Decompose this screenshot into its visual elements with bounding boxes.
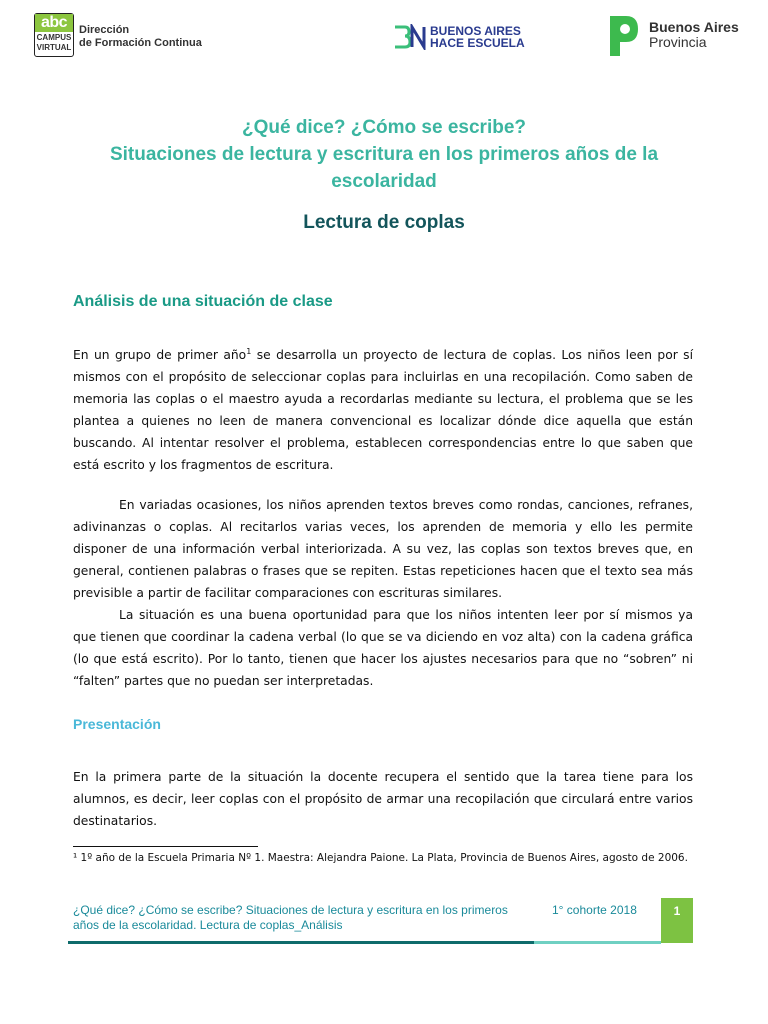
abc-logo-text: abc — [35, 14, 73, 32]
direccion-line2: de Formación Continua — [79, 37, 202, 49]
footnote: ¹ 1º año de la Escuela Primaria Nº 1. Maestra: Alejandra Paione. La Plata, Provincia de Buenos Aires, agosto de 2006. — [73, 852, 688, 864]
page-number: 1 — [661, 898, 693, 943]
footer-rule-dark — [68, 941, 534, 944]
abc-campus-logo — [34, 13, 74, 57]
paragraph-3: La situación es una buena oportunidad para que los niños intenten leer por sí mismos ya que tienen que coordinar la cadena verbal (lo que se va diciendo en voz alta) con la cadena gráfica (lo que está escrito). Por lo tanto, tienen que hacer los ajustes necesarios para que no “sobren” ni “falten” partes que no puedan ser interpretadas. — [73, 608, 693, 688]
presentacion-paragraph: En la primera parte de la situación la docente recupera el sentido que la tarea tiene para los alumnos, es decir, leer coplas con el propósito de armar una recopilación que circulará entre varios destinatarios. — [73, 770, 693, 828]
provincia-p-icon — [606, 14, 640, 58]
footer-rule-light — [534, 941, 661, 944]
buenos-aires-hace-escuela-logo — [393, 22, 525, 52]
campus-virtual-text: CAMPUS VIRTUAL — [36, 33, 72, 52]
footer-cohort: 1° cohorte 2018 — [552, 903, 637, 917]
footer-title: ¿Qué dice? ¿Cómo se escribe? Situaciones de lectura y escritura en los primeros años de la escolaridad. Lectura de coplas_Análisis — [73, 903, 508, 932]
subtitle: Lectura de coplas — [303, 212, 465, 233]
paragraph-2: En variadas ocasiones, los niños aprenden textos breves como rondas, canciones, refranes, adivinanzas o coplas. Al recitarlos varias veces, los aprenden de memoria y ello les permite disponer de una información verbal interiorizada. A su vez, las coplas son textos breves que, en general, contienen palabras o frases que se repiten. Estas repeticiones hacen que el texto sea más previsible a partir de facilitar comparaciones con escrituras similares. — [73, 498, 693, 600]
paragraph-1-start: En un grupo de primer año — [73, 348, 247, 363]
paragraph-1-rest: se desarrolla un proyecto de lectura de coplas. Los niños leen por sí mismos con el propósito de seleccionar coplas para incluirlas en una recopilación. Como saben de memoria las coplas o el maestro ayuda a recordarlas mediante su lectura, el problema que se les plantea a quienes no leen de manera convencional es localizar dónde dice aquella que están buscando. Al intentar resolver el problema, establecen correspondencias entre lo que saben que está escrito y los fragmentos de escritura. — [73, 348, 693, 473]
document-title-block — [60, 114, 708, 235]
section-heading: Análisis de una situación de clase — [73, 293, 333, 310]
bap-line1: Buenos Aires — [649, 19, 739, 35]
direccion-formacion-label — [79, 24, 202, 50]
presentacion-heading: Presentación — [73, 716, 161, 732]
paragraph-1 — [73, 341, 693, 476]
footnote-ref: 1 — [246, 347, 252, 356]
bahe-line2: HACE ESCUELA — [430, 36, 525, 50]
page-header — [0, 0, 768, 70]
footnote-divider — [73, 846, 258, 847]
bahe-line1: BUENOS AIRES — [430, 24, 521, 38]
title-line2: Situaciones de lectura y escritura en los primeros años de la escolaridad — [109, 144, 659, 192]
direccion-line1: Dirección — [79, 24, 130, 36]
title-line1: ¿Qué dice? ¿Cómo se escribe? — [241, 117, 527, 138]
bahe-icon — [393, 24, 427, 50]
bap-line2: Provincia — [649, 34, 707, 50]
